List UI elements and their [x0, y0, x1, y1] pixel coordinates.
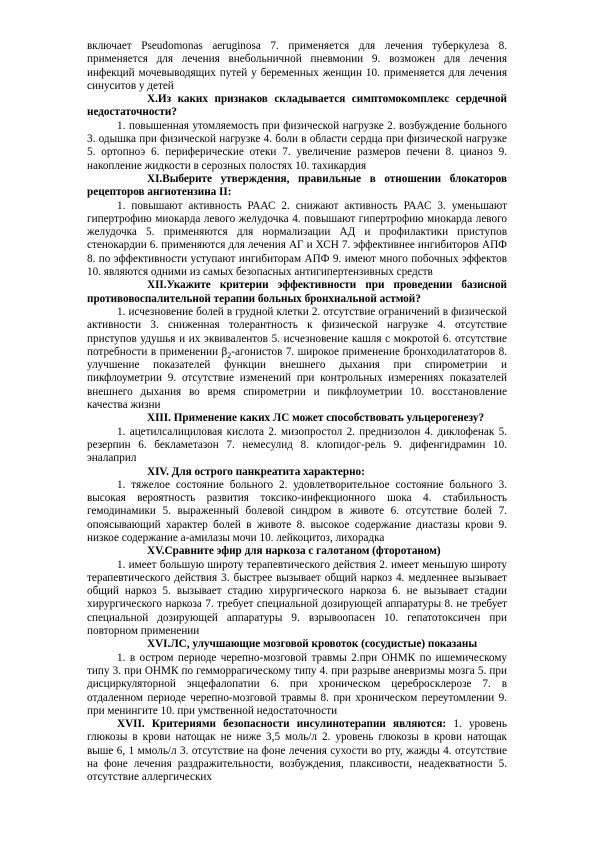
question-text: Применение каких ЛС может способствовать ульцерогенезу? [173, 412, 485, 425]
question-16 [87, 638, 507, 651]
question-12 [87, 279, 507, 306]
answer-15: 1. имеет большую широту терапевтического действия 2. имеет меньшую широту терапевтического действия 3. быстрее вызывает общий наркоз 4. медленнее вызывает общий наркоз 5. вызывает стадию хирургического наркоза 6. не вызывает стадии хирургического наркоза 7. требует специальной дозирующей аппаратуры 8. не требует специальной дозирующей аппаратуры 9. взрывоопасен 10. гепатотоксичен при повторном применении [87, 558, 507, 638]
question-text: Для острого панкреатита характерно: [171, 465, 365, 478]
question-text: ЛС, улучшающие мозговой кровоток (сосудистые) показаны [170, 638, 478, 651]
beta-subscript: 2 [227, 351, 232, 361]
question-number: XI. [147, 172, 163, 185]
question-text: Выберите утверждения, правильные в отношении блокаторов рецепторов ангиотензина II: [87, 172, 507, 199]
question-number: XVII. [117, 718, 145, 731]
question-number: XVI. [147, 638, 171, 651]
question-text: Критериями безопасности инсулинотерапии являются: [151, 718, 447, 731]
answer-12 [87, 306, 507, 412]
answer-14: 1. тяжелое состояние больного 2. удовлетворительное состояние больного 3. высокая вероятность развития токсико-инфекционного шока 4. стабильность гемодинамики 5. выраженный болевой синдром в животе 6. отсутствие болей 7. опоясывающий характер болей в животе 8. высокое содержание диастазы крови 9. низкое содержание а-амилазы мочи 10. лейкоцитоз, лихорадка [87, 478, 507, 544]
question-13 [87, 412, 507, 425]
answer-16: 1. в остром периоде черепно-мозговой травмы 2.при ОНМК по ишемическому типу 3. при ОНМК по гемморрагическому типу 4. при разрыве аневризмы мозга 5. при дисциркуляторной энцефалопатии 6. при хроническом церебросклерозе 7. в отдаленном периоде черепно-мозговой травмы 8. при хроническом переутомлении 9. при менингите 10. при умственной недостаточности [87, 651, 507, 717]
question-text: Из каких признаков складывается симптомокомплекс сердечной недостаточности? [87, 93, 507, 119]
question-number: XIV. [147, 465, 169, 478]
question-number: X. [147, 93, 158, 106]
answer-17: 1. уровень глюкозы в крови натощак не ниже 3,5 моль/л 2. уровень глюкозы в крови натощак выше 6, 1 ммоль/л 3. отсутствие на фоне лечения сухости во рту, жажды 4. отсутствие на фоне лечения раздражительности, возбуждения, плаксивости, неадекватности 5. отсутствие аллергических [87, 718, 508, 784]
question-17 [87, 718, 507, 784]
answer-11: 1. повышают активность РААС 2. снижают активность РААС 3. уменьшают гипертрофию миокарда левого желудочка 4. повышают гипертрофию миокарда левого желудочка 5. применяются для нормализации АД и профилактики приступов стенокардии 6. применяются для лечения АГ и ХСН 7. эффективнее ингибиторов АПФ 8. по эффективности уступают ингибиторам АПФ 9. имеют много побочных эффектов 10. являются одними из самых безопасных антигипертензивных средств [87, 199, 507, 279]
answer-13: 1. ацетилсалициловая кислота 2. мизопростол 2. преднизолон 4. диклофенак 5. резерпин 6. бекламетазон 7. немесулид 8. клопидог-рель 9. дифенгидрамин 10. эналаприл [87, 425, 507, 465]
question-number: XII. [147, 279, 167, 292]
question-15 [87, 545, 507, 558]
question-text: Укажите критерии эффективности при проведении базисной противовоспалительной терапии больных бронхиальной астмой? [87, 279, 507, 305]
question-10 [87, 93, 507, 120]
question-text: Сравните эфир для наркоза с галотаном (фторотаном) [164, 545, 441, 558]
document-page [87, 40, 507, 785]
answer-10: 1. повышенная утомляемость при физической нагрузке 2. возбуждение больного 3. одышка при физической нагрузке 4. боли в области сердца при физической нагрузке 5. ортопноэ 6. периферические отеки 7. увеличение размеров печени 8. цианоз 9. накопление жидкости в серозных полостях 10. тахикардия [87, 119, 507, 172]
intro-paragraph: включает Pseudomonas aeruginosa 7. применяется для лечения туберкулеза 8. применяется для лечения внебольничной пневмонии 9. возможен для лечения инфекций мочевыводящих путей у беременных женщин 10. применяется для лечения синуситов у детей [87, 40, 507, 92]
question-number: XV. [147, 545, 165, 558]
question-number: XIII. [147, 412, 171, 425]
answer-part-a: 1. исчезновение болей в грудной клетки 2. отсутствие ограничений в физической активности 3. сниженная толерантность к физической нагрузке 4. отсутствие приступов удушья и их эквивалентов 5. исчезновение кашля с мокротой 6. отсутствие потребности в применении β [87, 305, 507, 358]
question-14 [87, 466, 507, 479]
question-11 [87, 173, 507, 200]
answer-part-b: -агонистов 7. широкое применение бронходилататоров 8. улучшение показателей функции внешнего дыхания при спирометрии и пикфлоуметрии 9. отсутствие изменений при контрольных измерениях показателей внешнего дыхания во время спирометрии и пикфлоуметрии 10. восстановление качества жизни [87, 345, 507, 412]
